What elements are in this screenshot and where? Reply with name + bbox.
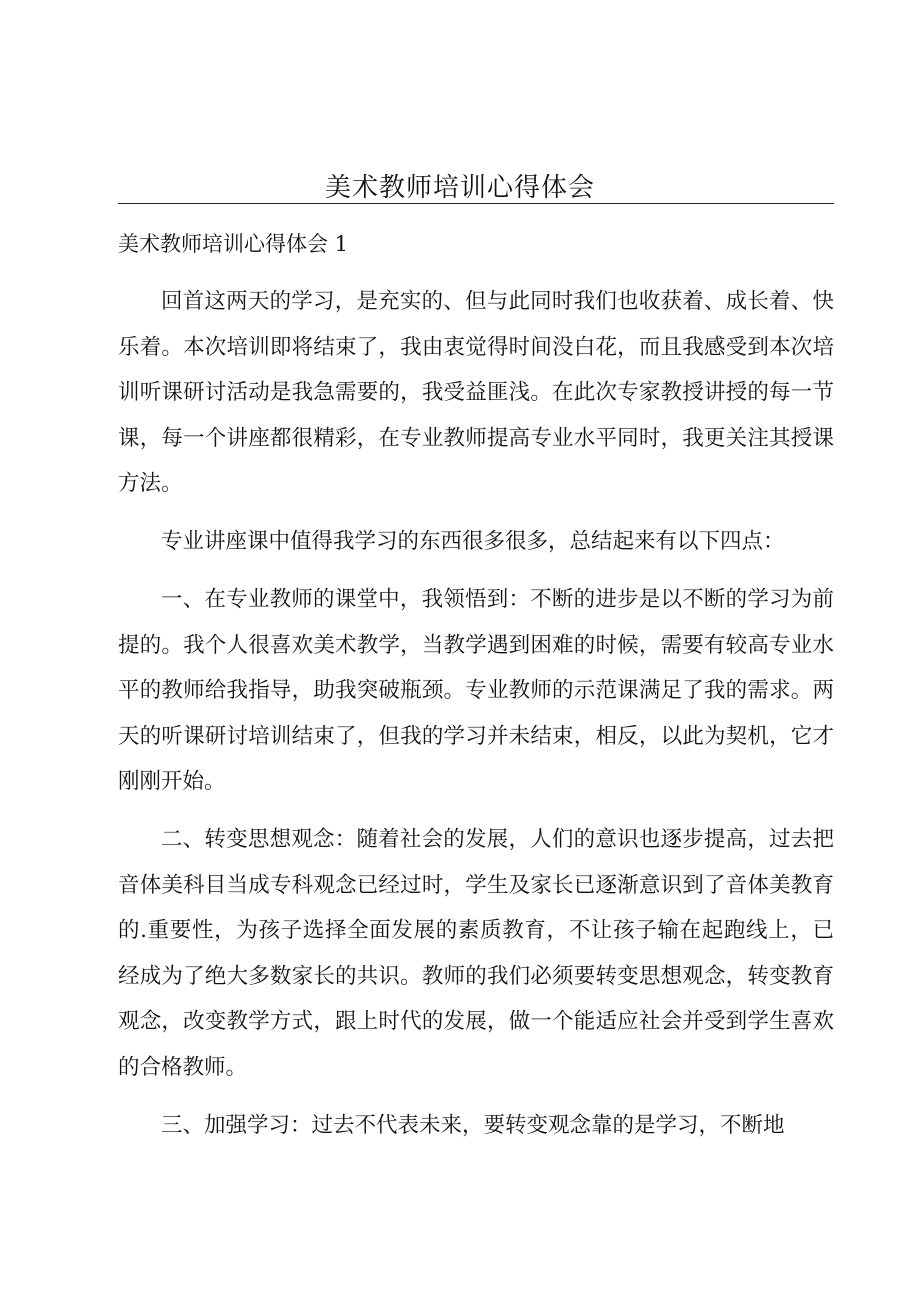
paragraph-4: 二、转变思想观念：随着社会的发展，人们的意识也逐步提高，过去把音体美科目当成专科观念已经过时，学生及家长已逐渐意识到了音体美教育的.重要性，为孩子选择全面发展的素质教育，不让孩子输在起跑线上，已经成为了绝大多数家长的共识。教师的我们必须要转变思想观念，转变教育观念，改变教学方式，跟上时代的发展，做一个能适应社会并受到学生喜欢的合格教师。 <box>118 827 834 1080</box>
paragraph-5: 三、加强学习：过去不代表未来，要转变观念靠的是学习，不断地 <box>161 1112 785 1138</box>
document-title: 美术教师培训心得体会 <box>324 173 595 203</box>
paragraph-3: 一、在专业教师的课堂中，我领悟到：不断的进步是以不断的学习为前提的。我个人很喜欢美术教学，当教学遇到困难的时候，需要有较高专业水平的教师给我指导，助我突破瓶颈。专业教师的示范课满足了我的需求。两天的听课研讨培训结束了，但我的学习并未结束，相反，以此为契机，它才刚刚开始。 <box>118 587 834 794</box>
body-text <box>118 279 834 1161</box>
paragraph-1: 回首这两天的学习，是充实的、但与此同时我们也收获着、成长着、快乐着。本次培训即将结束了，我由衷觉得时间没白花，而且我感受到本次培训听课研讨活动是我急需要的，我受益匪浅。在此次专家教授讲授的每一节课，每一个讲座都很精彩，在专业教师提高专业水平同时，我更关注其授课方法。 <box>118 289 834 496</box>
section-heading: 美术教师培训心得体会 1 <box>118 232 349 256</box>
paragraph-2: 专业讲座课中值得我学习的东西很多很多，总结起来有以下四点： <box>161 529 785 554</box>
title-underline <box>118 203 834 204</box>
